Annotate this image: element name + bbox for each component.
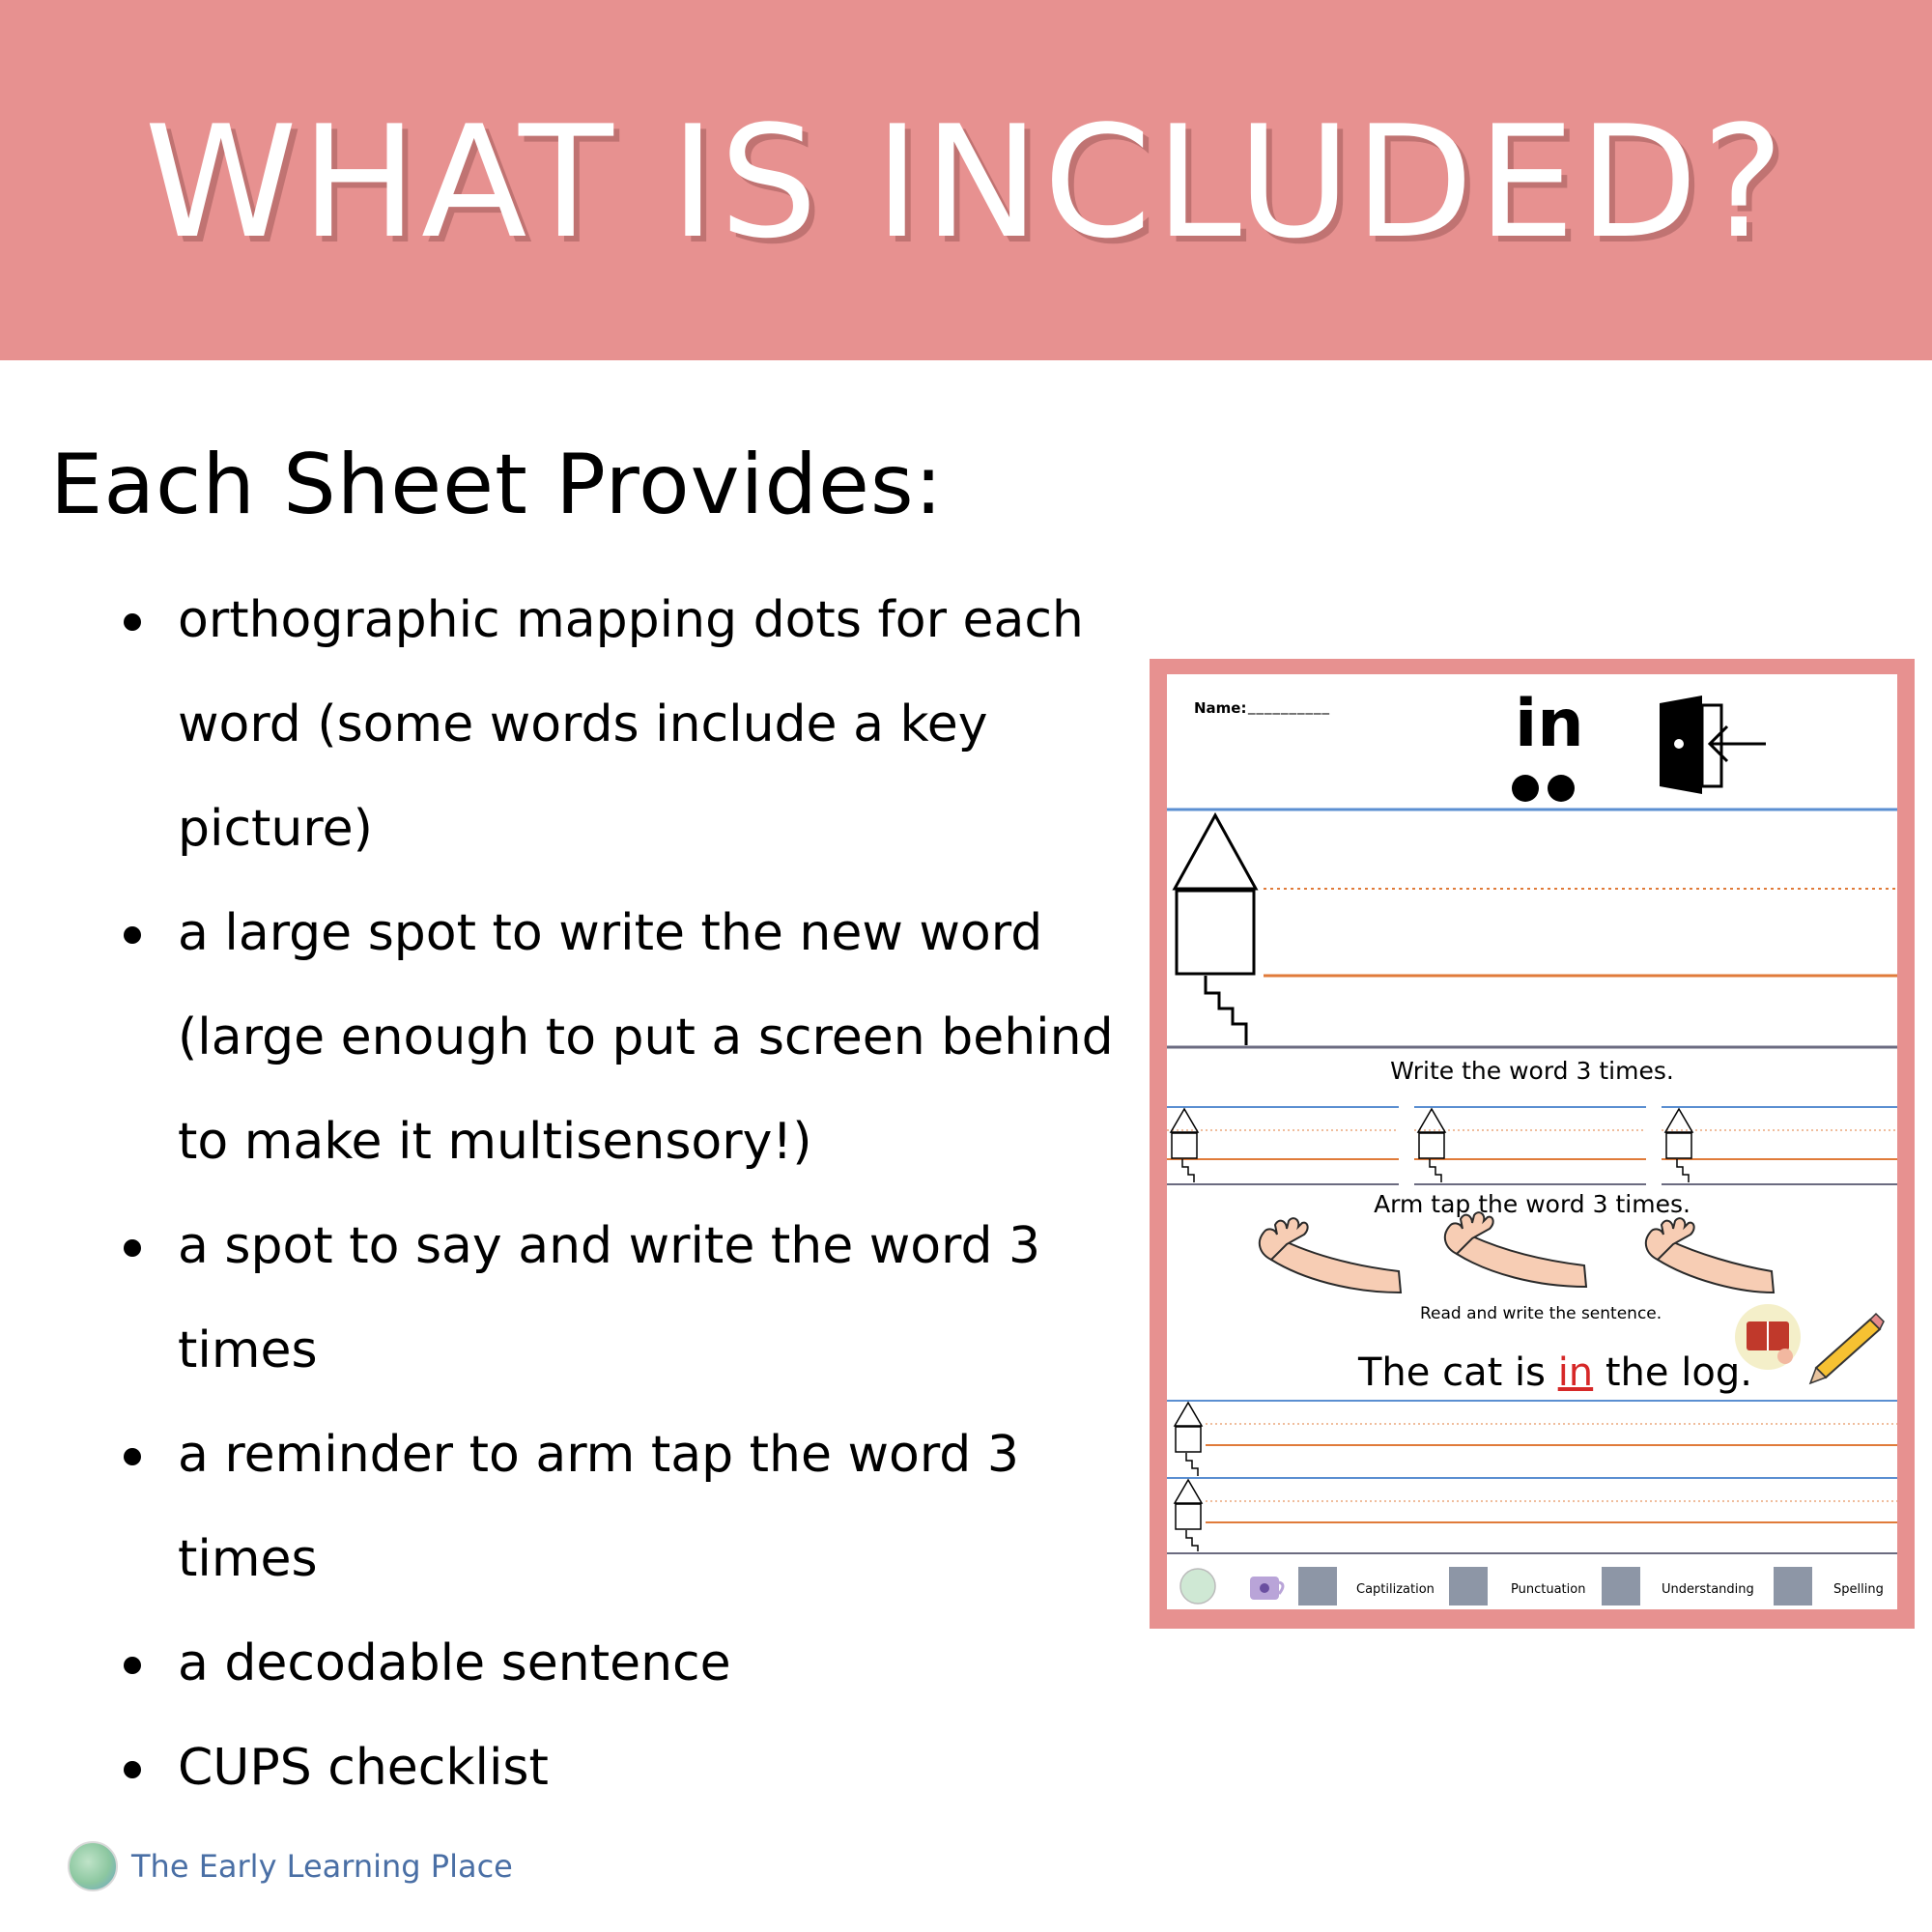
worksheet-graphics xyxy=(1167,674,1897,1609)
list-item: a spot to say and write the word 3 times xyxy=(118,1194,1122,1403)
bullet-icon xyxy=(124,926,141,944)
pencil-icon xyxy=(1810,1314,1884,1383)
brand-name: The Early Learning Place xyxy=(131,1848,513,1885)
list-item: a large spot to write the new word (large enough to put a screen behind to make it multisensory!) xyxy=(118,881,1122,1194)
header-banner xyxy=(0,0,1932,360)
small-writing-lines xyxy=(1167,1107,1897,1184)
write-instruction: Write the word 3 times. xyxy=(1390,1057,1674,1085)
house-guide-icon xyxy=(1175,815,1256,1045)
bullet-icon xyxy=(124,1657,141,1674)
cups-label-spelling: Spelling xyxy=(1833,1582,1884,1597)
arm-icon xyxy=(1260,1218,1401,1293)
list-item: orthographic mapping dots for each word (some words include a key picture) xyxy=(118,568,1122,881)
list-item: a decodable sentence xyxy=(118,1611,1122,1716)
checkbox xyxy=(1774,1567,1812,1605)
target-word: in xyxy=(1515,686,1584,762)
cups-label-understanding: Understanding xyxy=(1662,1582,1754,1597)
arm-icon xyxy=(1445,1212,1586,1287)
worksheet-preview xyxy=(1167,674,1897,1609)
mapping-dot-icon xyxy=(1512,775,1539,802)
list-item: a reminder to arm tap the word 3 times xyxy=(118,1403,1122,1611)
brand-logo-icon xyxy=(68,1841,118,1891)
bullet-icon xyxy=(124,1761,141,1778)
bullet-icon xyxy=(124,1239,141,1257)
arm-icon xyxy=(1646,1218,1774,1293)
arm-tap-instruction: Arm tap the word 3 times. xyxy=(1374,1190,1690,1218)
name-label: Name: xyxy=(1194,699,1247,717)
brand-logo-icon xyxy=(1180,1569,1215,1604)
brand-footer xyxy=(68,1837,513,1895)
bullet-icon xyxy=(124,613,141,631)
cups-label-capitalization: Captilization xyxy=(1356,1582,1435,1597)
coffee-cup-icon xyxy=(1250,1577,1283,1600)
list-item: CUPS checklist xyxy=(118,1716,1122,1820)
bullet-icon xyxy=(124,1448,141,1465)
section-heading: Each Sheet Provides: xyxy=(50,437,944,533)
read-write-instruction: Read and write the sentence. xyxy=(1420,1304,1662,1323)
feature-list xyxy=(118,568,1122,1820)
decodable-sentence: The cat is in the log. xyxy=(1358,1350,1752,1395)
checkbox xyxy=(1602,1567,1640,1605)
cups-label-punctuation: Punctuation xyxy=(1511,1582,1586,1597)
sentence-writing-lines xyxy=(1167,1401,1897,1553)
checkbox xyxy=(1449,1567,1488,1605)
sentence-target-word: in xyxy=(1557,1350,1594,1395)
door-enter-icon xyxy=(1660,696,1766,794)
mapping-dot-icon xyxy=(1548,775,1575,802)
page-title: WHAT IS INCLUDED? xyxy=(144,92,1788,272)
checkbox xyxy=(1298,1567,1337,1605)
name-line: __________ xyxy=(1248,697,1330,715)
